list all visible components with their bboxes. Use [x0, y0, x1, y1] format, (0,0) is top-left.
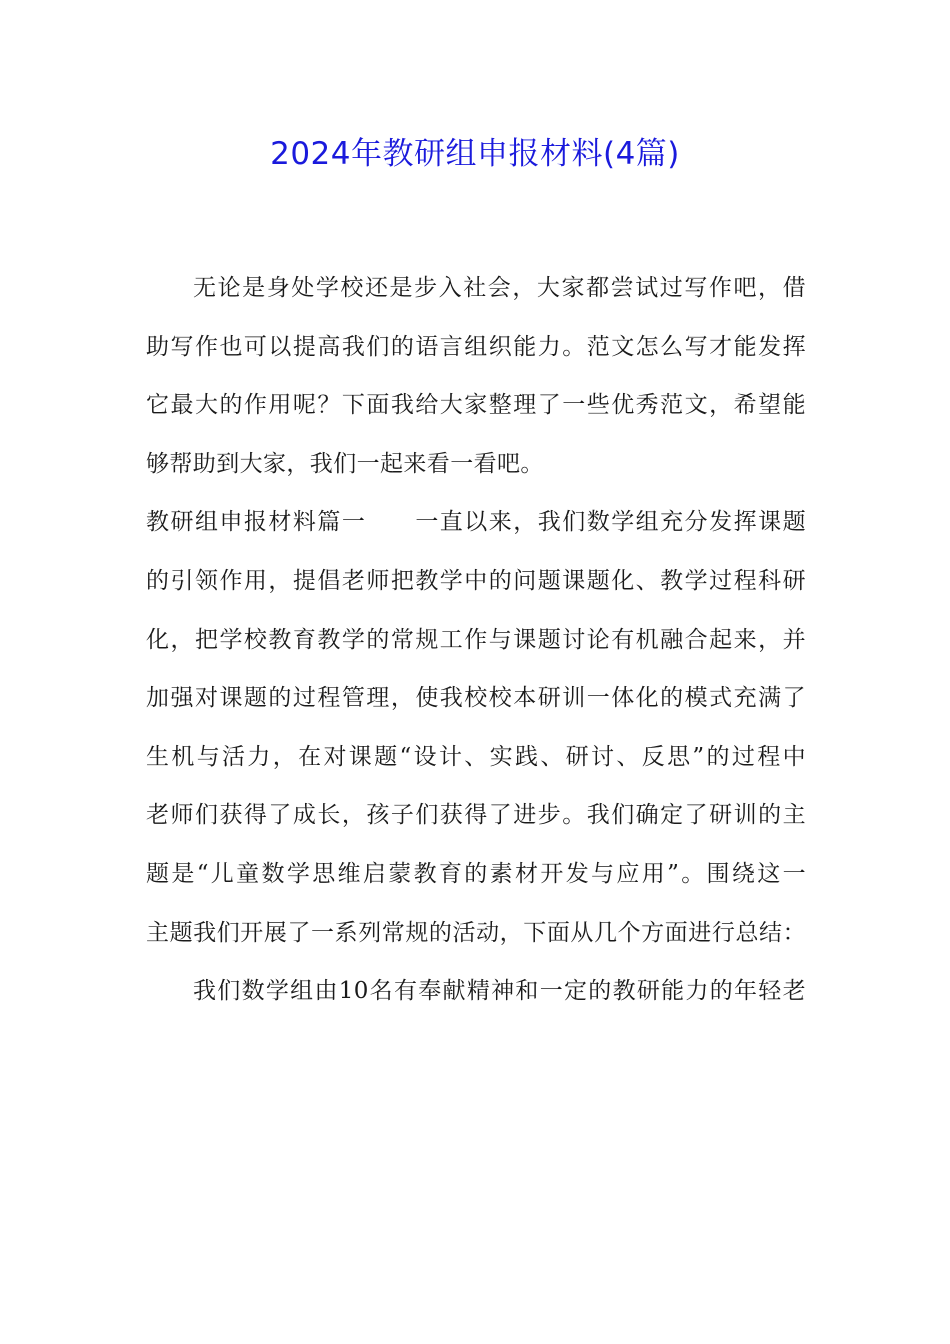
text-line: 化，把学校教育教学的常规工作与课题讨论有机融合起来，并 — [146, 626, 806, 653]
text-line: 无论是身处学校还是步入社会，大家都尝试过写作吧，借 — [193, 275, 806, 301]
text-line: 我们数学组由10名有奉献精神和一定的教研能力的年轻老 — [193, 978, 806, 1005]
text-line: 加强对课题的过程管理，使我校校本研训一体化的模式充满了 — [146, 685, 806, 712]
section-heading-line: 教研组申报材料篇一 一直以来，我们数学组充分发挥课题 — [146, 509, 806, 536]
text-line: 它最大的作用呢？下面我给大家整理了一些优秀范文，希望能 — [146, 392, 806, 419]
text-line: 题是“儿童数学思维启蒙教育的素材开发与应用”。围绕这一 — [146, 860, 806, 887]
document-body — [146, 259, 806, 1021]
text-line: 生机与活力，在对课题“设计、实践、研讨、反思”的过程中 — [146, 743, 806, 770]
text-line: 老师们获得了成长，孩子们获得了进步。我们确定了研训的主 — [146, 802, 806, 829]
document-title: 2024年教研组申报材料(4篇) — [270, 136, 680, 172]
text-line: 的引领作用，提倡老师把教学中的问题课题化、教学过程科研 — [146, 567, 806, 594]
text-line: 够帮助到大家，我们一起来看一看吧。 — [146, 450, 544, 477]
text-line: 主题我们开展了一系列常规的活动，下面从几个方面进行总结： — [146, 919, 806, 946]
text-line: 助写作也可以提高我们的语言组织能力。范文怎么写才能发挥 — [146, 333, 806, 360]
